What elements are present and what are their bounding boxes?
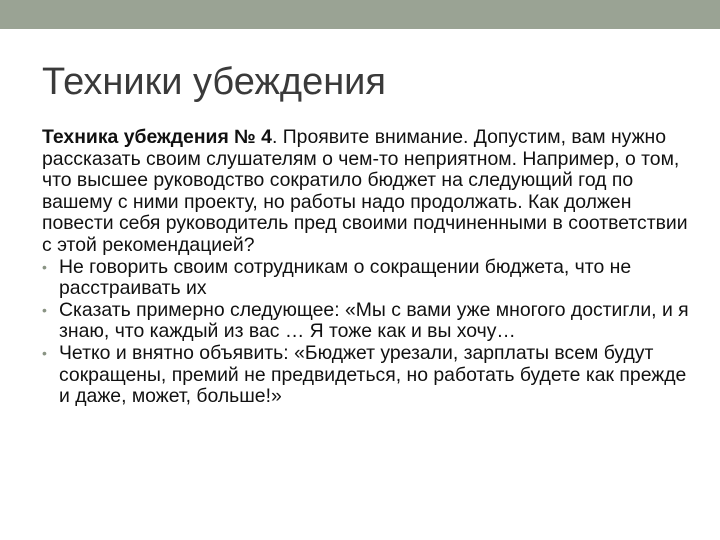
slide-content bbox=[42, 127, 692, 408]
intro-text: . Проявите внимание. Допустим, вам нужно рассказать своим слушателям о чем-то неприятном. Например, о том, что высшее руководство сократило бюджет на следующий год по вашему с ними проекту, но работы надо продолжать. Как должен повести себя руководитель пред своими подчиненными в соответствии с этой рекомендацией? bbox=[42, 126, 688, 256]
list-item bbox=[42, 300, 692, 343]
intro-paragraph bbox=[42, 127, 692, 257]
list-item bbox=[42, 257, 692, 300]
list-item-text: Не говорить своим сотрудникам о сокращении бюджета, что не расстраивать их bbox=[59, 255, 632, 300]
slide-top-bar bbox=[0, 0, 720, 29]
bullet-icon: • bbox=[42, 344, 47, 361]
bullet-icon: • bbox=[42, 258, 47, 275]
bullet-icon: • bbox=[42, 301, 47, 318]
list-item-text: Четко и внятно объявить: «Бюджет урезали, зарплаты всем будут сокращены, премий не предвидеться, но работать будете как прежде и даже, может, больше!» bbox=[59, 341, 687, 408]
list-item bbox=[42, 343, 692, 408]
options-list bbox=[42, 257, 692, 408]
list-item-text: Сказать примерно следующее: «Мы с вами уже многого достигли, и я знаю, что каждый из вас … Я тоже как и вы хочу… bbox=[59, 298, 689, 343]
technique-heading: Техника убеждения № 4 bbox=[42, 126, 272, 148]
slide-title: Техники убеждения bbox=[42, 61, 386, 103]
